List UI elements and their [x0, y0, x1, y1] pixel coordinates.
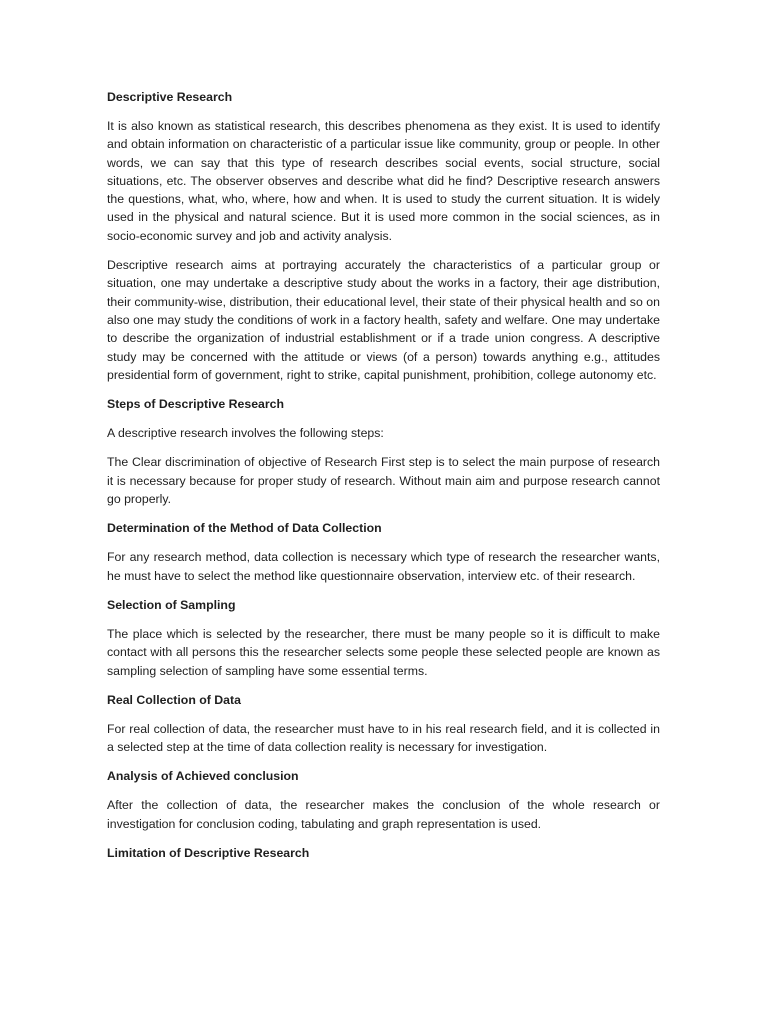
paragraph: For any research method, data collection is necessary which type of research the researcher wants, he must have to select the method like questionnaire observation, interview etc. of their research. [107, 550, 660, 583]
heading-descriptive-research: Descriptive Research [107, 90, 233, 104]
paragraph: Descriptive research aims at portraying accurately the characteristics of a particular group or situation, one may undertake a descriptive study about the works in a factory, their age distribution, their community-wise, distribution, their educational level, their state of their physical health and so on also one may study the conditions of work in a factory health, safety and welfare. One may undertake to describe the organization of industrial establishment or if a trade union congress. A descriptive study may be concerned with the attitude or views (of a person) towards anything e.g., attitudes presidential form of government, right to strike, capital punishment, prohibition, college autonomy etc. [107, 258, 660, 382]
heading-real-collection-of-data: Real Collection of Data [107, 692, 241, 707]
paragraph: A descriptive research involves the following steps: [107, 426, 384, 441]
paragraph: For real collection of data, the researcher must have to in his real research field, and it is collected in a selected step at the time of data collection reality is necessary for investigation. [107, 721, 660, 755]
heading-limitation-of-descriptive-research: Limitation of Descriptive Research [107, 846, 310, 861]
paragraph: After the collection of data, the researcher makes the conclusion of the whole research or investigation for conclusion coding, tabulating and graph representation is used. [107, 798, 660, 831]
heading-analysis-of-achieved-conclusion: Analysis of Achieved conclusion [107, 769, 299, 784]
paragraph: It is also known as statistical research, this describes phenomena as they exist. It is used to identify and obtain information on characteristic of a particular issue like community, group or people. In other words, we can say that this type of research describes social events, social structure, social situations, etc. The observer observes and describe what did he find? Descriptive research answers the questions, what, who, where, how and when. It is used to study the current situation. It is widely used in the physical and natural science. But it is used more common in the social sciences, as in socio-economic survey and job and activity analysis. [107, 119, 660, 243]
paragraph: The place which is selected by the researcher, there must be many people so it is difficult to make contact with all persons this the researcher selects some people these selected people are known as sampling selection of sampling have some essential terms. [107, 626, 660, 678]
heading-steps-of-descriptive-research: Steps of Descriptive Research [107, 397, 285, 412]
paragraph: The Clear discrimination of objective of Research First step is to select the main purpose of research it is necessary because for proper study of research. Without main aim and purpose research cannot go properly. [107, 455, 660, 507]
document-page [107, 88, 660, 873]
heading-method-of-data-collection: Determination of the Method of Data Collection [107, 521, 382, 536]
heading-selection-of-sampling: Selection of Sampling [107, 597, 236, 612]
